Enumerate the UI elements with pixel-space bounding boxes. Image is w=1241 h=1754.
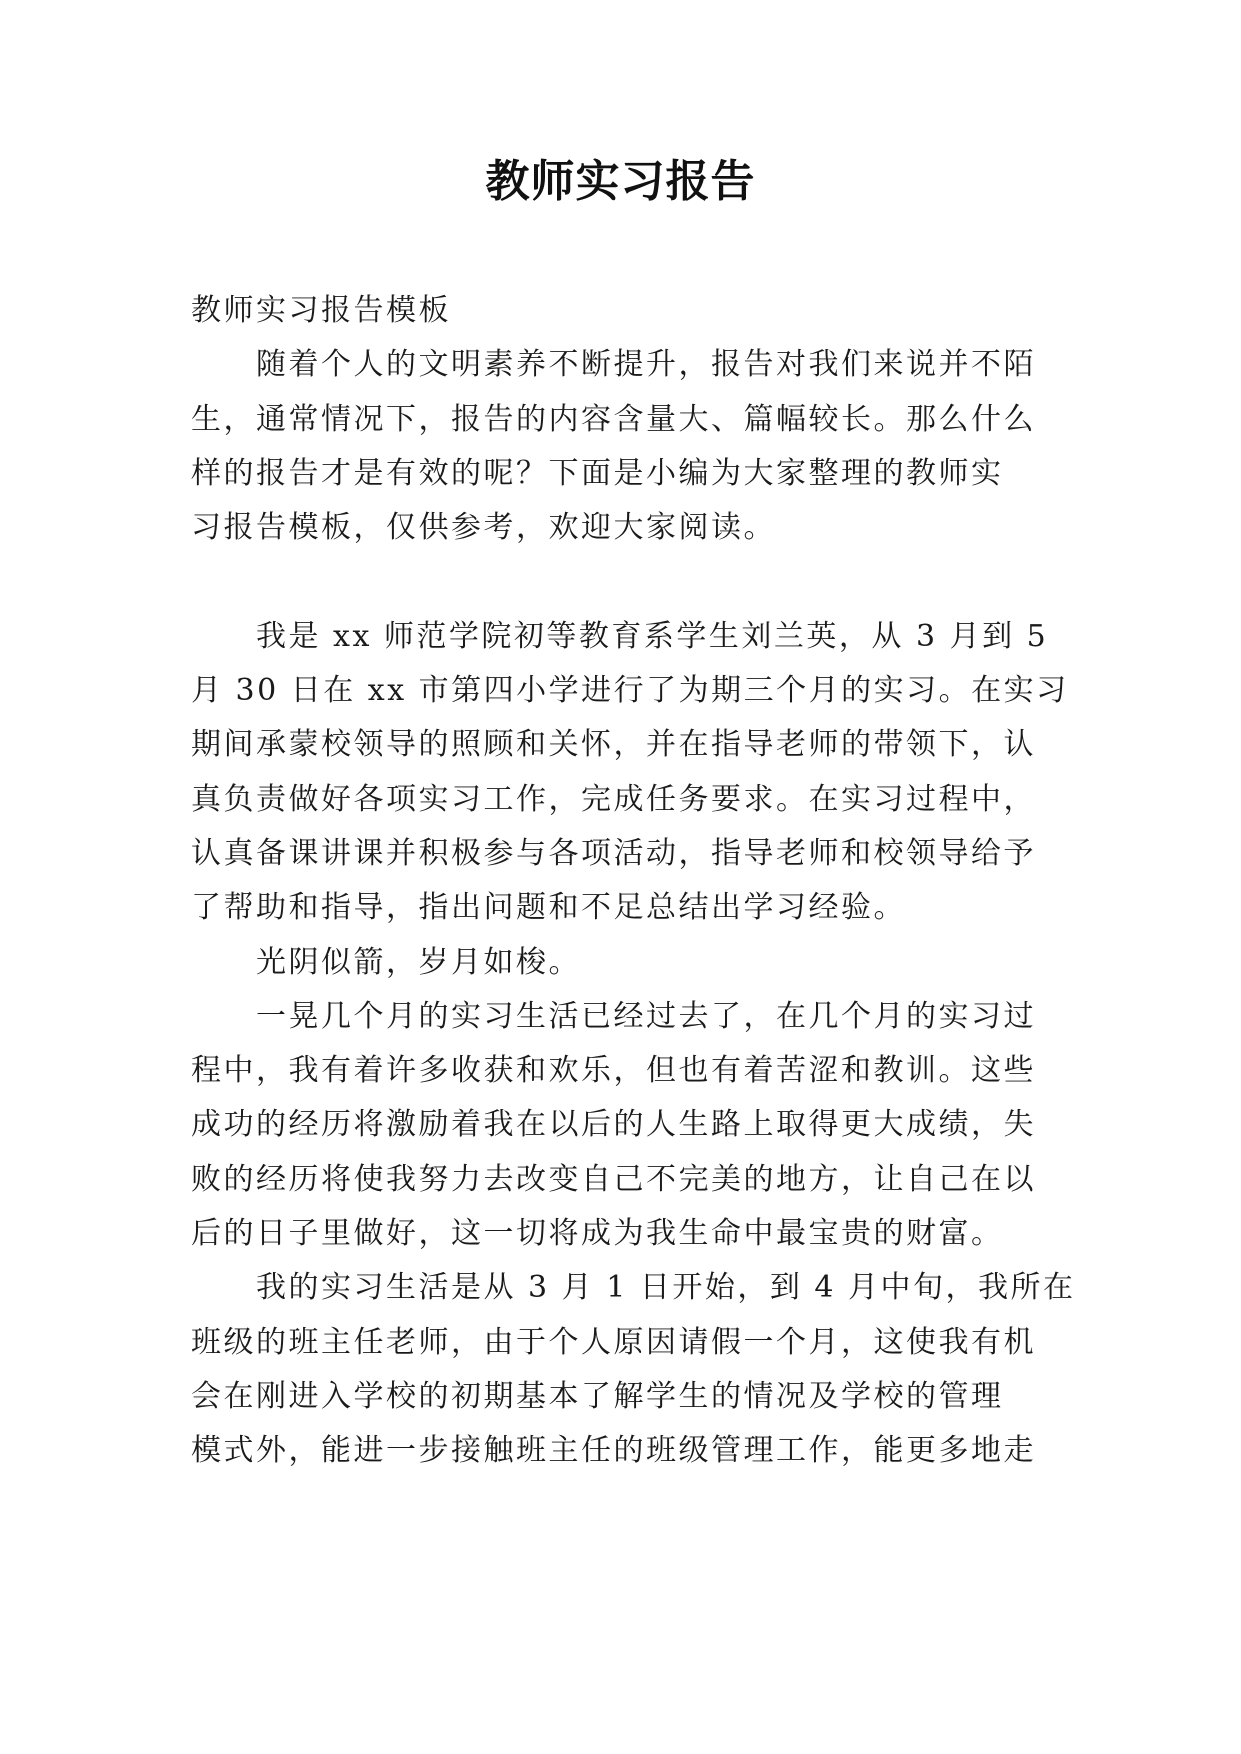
paragraph-line: 随着个人的文明素养不断提升，报告对我们来说并不陌	[256, 347, 1036, 383]
paragraph-line: 月 30 日在 xx 市第四小学进行了为期三个月的实习。在实习	[191, 673, 1069, 709]
paragraph-line: 习报告模板，仅供参考，欢迎大家阅读。	[191, 510, 776, 546]
blank-line	[191, 555, 1071, 609]
document-body	[191, 284, 1076, 1479]
paragraph-line: 了帮助和指导，指出问题和不足总结出学习经验。	[191, 890, 906, 926]
paragraph-line: 成功的经历将激励着我在以后的人生路上取得更大成绩，失	[191, 1107, 1036, 1143]
subtitle-line: 教师实习报告模板	[191, 293, 451, 328]
paragraph-line: 会在刚进入学校的初期基本了解学生的情况及学校的管理	[191, 1378, 1004, 1414]
paragraph-line: 后的日子里做好，这一切将成为我生命中最宝贵的财富。	[191, 1216, 1004, 1252]
paragraph-line: 一晃几个月的实习生活已经过去了，在几个月的实习过	[256, 998, 1036, 1034]
paragraph-line: 败的经历将使我努力去改变自己不完美的地方，让自己在以	[191, 1161, 1036, 1197]
paragraph-line: 程中，我有着许多收获和欢乐，但也有着苦涩和教训。这些	[191, 1053, 1036, 1089]
paragraph-line: 样的报告才是有效的呢？下面是小编为大家整理的教师实	[191, 455, 1004, 491]
paragraph-line: 模式外，能进一步接触班主任的班级管理工作，能更多地走	[191, 1433, 1036, 1469]
paragraph-line: 认真备课讲课并积极参与各项活动，指导老师和校领导给予	[191, 835, 1036, 871]
document-title: 教师实习报告	[485, 156, 756, 207]
paragraph-line: 班级的班主任老师，由于个人原因请假一个月，这使我有机	[191, 1324, 1036, 1360]
paragraph-line: 我的实习生活是从 3 月 1 日开始，到 4 月中旬，我所在	[256, 1270, 1076, 1306]
paragraph-line: 期间承蒙校领导的照顾和关怀，并在指导老师的带领下，认	[191, 727, 1036, 763]
paragraph-line: 真负责做好各项实习工作，完成任务要求。在实习过程中，	[191, 781, 1036, 817]
paragraph-line: 光阴似箭，岁月如梭。	[256, 944, 581, 980]
paragraph-line: 我是 xx 师范学院初等教育系学生刘兰英，从 3 月到 5	[256, 618, 1049, 654]
paragraph-line: 生，通常情况下，报告的内容含量大、篇幅较长。那么什么	[191, 401, 1036, 437]
